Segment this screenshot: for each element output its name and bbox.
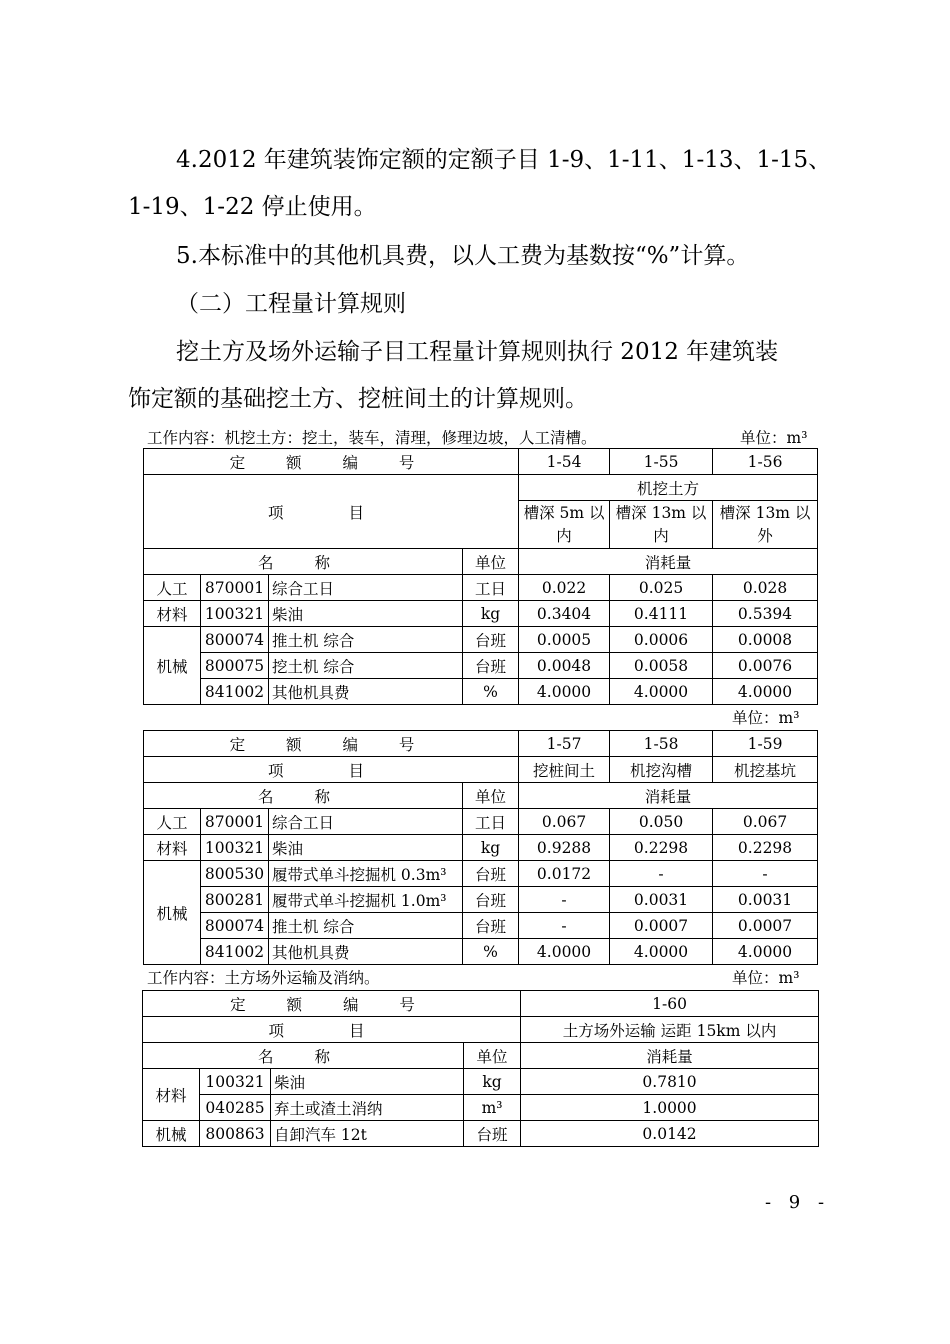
value-cell: 4.0000 xyxy=(519,679,610,705)
value-cell: - xyxy=(519,887,610,913)
category-cell: 人工 xyxy=(144,809,201,835)
table2-code: 1-58 xyxy=(610,731,713,757)
table1-header-item: 项 目 xyxy=(144,475,519,549)
table2-item: 机挖基坑 xyxy=(713,757,818,783)
table2 xyxy=(143,730,818,965)
unit-cell: m³ xyxy=(464,1095,521,1121)
value-cell: 0.2298 xyxy=(713,835,818,861)
table-row xyxy=(144,575,818,601)
table2-code: 1-57 xyxy=(519,731,610,757)
name-cell: 推土机 综合 xyxy=(269,913,463,939)
unit-cell: 工日 xyxy=(463,575,519,601)
value-cell: 0.7810 xyxy=(521,1069,819,1095)
table1-header-code: 定 额 编 号 xyxy=(144,449,519,475)
code-cell: 800074 xyxy=(201,913,269,939)
value-cell: 4.0000 xyxy=(519,939,610,965)
category-cell: 机械 xyxy=(144,627,201,705)
unit-cell: 台班 xyxy=(463,913,519,939)
table1-item-row xyxy=(144,475,818,501)
value-cell: 0.0008 xyxy=(713,627,818,653)
value-cell: 0.067 xyxy=(713,809,818,835)
table2-item-row xyxy=(144,757,818,783)
table-row xyxy=(144,861,818,887)
value-cell: 0.4111 xyxy=(610,601,713,627)
value-cell: 0.3404 xyxy=(519,601,610,627)
table1-code-row xyxy=(144,449,818,475)
value-cell: - xyxy=(610,861,713,887)
table3-header-consumption: 消耗量 xyxy=(521,1043,819,1069)
unit-cell: 台班 xyxy=(463,653,519,679)
table3-item-row xyxy=(143,1017,819,1043)
unit-cell: 台班 xyxy=(464,1121,521,1147)
table-row xyxy=(144,835,818,861)
value-cell: 0.028 xyxy=(713,575,818,601)
table2-header-name: 名 称 xyxy=(144,783,463,809)
value-cell: 0.0007 xyxy=(610,913,713,939)
name-cell: 履带式单斗挖掘机 0.3m³ xyxy=(269,861,463,887)
paragraph-4-line2: 1-19、1-22 停止使用。 xyxy=(128,194,377,220)
name-cell: 柴油 xyxy=(269,835,463,861)
page-number: - 9 - xyxy=(765,1192,831,1213)
table1-header-name: 名 称 xyxy=(144,549,463,575)
table3-unit: 单位：m³ xyxy=(732,969,800,987)
category-cell: 机械 xyxy=(144,861,201,965)
value-cell: 0.0076 xyxy=(713,653,818,679)
table3-item: 土方场外运输 运距 15km 以内 xyxy=(521,1017,819,1043)
value-cell: 0.0007 xyxy=(713,913,818,939)
table2-code-row xyxy=(144,731,818,757)
table2-header-code: 定 额 编 号 xyxy=(144,731,519,757)
name-cell: 柴油 xyxy=(271,1069,464,1095)
table1-name-row xyxy=(144,549,818,575)
value-cell: 4.0000 xyxy=(713,679,818,705)
paragraph-rules-line2: 饰定额的基础挖土方、挖桩间土的计算规则。 xyxy=(128,386,588,412)
unit-cell: kg xyxy=(463,601,519,627)
table3-header-item: 项 目 xyxy=(143,1017,521,1043)
table2-header-item: 项 目 xyxy=(144,757,519,783)
value-cell: 0.0142 xyxy=(521,1121,819,1147)
value-cell: 0.0058 xyxy=(610,653,713,679)
name-cell: 推土机 综合 xyxy=(269,627,463,653)
value-cell: 4.0000 xyxy=(713,939,818,965)
code-cell: 870001 xyxy=(201,575,269,601)
table1 xyxy=(143,448,818,705)
table2-header-consumption: 消耗量 xyxy=(519,783,818,809)
value-cell: 4.0000 xyxy=(610,939,713,965)
name-cell: 其他机具费 xyxy=(269,679,463,705)
code-cell: 800075 xyxy=(201,653,269,679)
table2-name-row xyxy=(144,783,818,809)
table-row xyxy=(143,1121,819,1147)
table3-name-row xyxy=(143,1043,819,1069)
table1-code: 1-54 xyxy=(519,449,610,475)
table-row xyxy=(144,913,818,939)
unit-cell: % xyxy=(463,679,519,705)
category-cell: 人工 xyxy=(144,575,201,601)
section-heading: （二）工程量计算规则 xyxy=(176,291,406,317)
name-cell: 挖土机 综合 xyxy=(269,653,463,679)
value-cell: 0.0031 xyxy=(610,887,713,913)
table3-header-name: 名 称 xyxy=(143,1043,464,1069)
value-cell: 0.0048 xyxy=(519,653,610,679)
category-cell: 机械 xyxy=(143,1121,200,1147)
table2-code: 1-59 xyxy=(713,731,818,757)
table3-caption: 工作内容：土方场外运输及消纳。 xyxy=(147,969,380,987)
value-cell: 0.0172 xyxy=(519,861,610,887)
table1-header-unit: 单位 xyxy=(463,549,519,575)
table1-item: 槽深 13m 以外 xyxy=(713,501,818,549)
table-row xyxy=(143,1069,819,1095)
table2-item: 挖桩间土 xyxy=(519,757,610,783)
table2-item: 机挖沟槽 xyxy=(610,757,713,783)
value-cell: 0.022 xyxy=(519,575,610,601)
name-cell: 其他机具费 xyxy=(269,939,463,965)
table-row xyxy=(144,601,818,627)
value-cell: 4.0000 xyxy=(610,679,713,705)
table-row xyxy=(144,939,818,965)
table-row xyxy=(144,627,818,653)
value-cell: 0.0006 xyxy=(610,627,713,653)
code-cell: 800074 xyxy=(201,627,269,653)
table-row xyxy=(144,653,818,679)
value-cell: 0.5394 xyxy=(713,601,818,627)
table-row xyxy=(144,679,818,705)
code-cell: 100321 xyxy=(200,1069,271,1095)
category-cell: 材料 xyxy=(144,601,201,627)
value-cell: - xyxy=(713,861,818,887)
table-row xyxy=(143,1095,819,1121)
category-cell: 材料 xyxy=(144,835,201,861)
table1-item: 槽深 5m 以内 xyxy=(519,501,610,549)
table1-item: 槽深 13m 以内 xyxy=(610,501,713,549)
code-cell: 800530 xyxy=(201,861,269,887)
code-cell: 800863 xyxy=(200,1121,271,1147)
unit-cell: 台班 xyxy=(463,887,519,913)
value-cell: 1.0000 xyxy=(521,1095,819,1121)
paragraph-5: 5.本标准中的其他机具费，以人工费为基数按“%”计算。 xyxy=(176,243,750,269)
table-row xyxy=(144,887,818,913)
table1-code: 1-56 xyxy=(713,449,818,475)
unit-cell: % xyxy=(463,939,519,965)
table1-code: 1-55 xyxy=(610,449,713,475)
value-cell: 0.050 xyxy=(610,809,713,835)
unit-cell: 台班 xyxy=(463,861,519,887)
unit-cell: 台班 xyxy=(463,627,519,653)
table3 xyxy=(142,990,819,1147)
name-cell: 履带式单斗挖掘机 1.0m³ xyxy=(269,887,463,913)
table1-unit: 单位：m³ xyxy=(740,429,808,447)
code-cell: 841002 xyxy=(201,939,269,965)
value-cell: 0.9288 xyxy=(519,835,610,861)
unit-cell: kg xyxy=(464,1069,521,1095)
name-cell: 自卸汽车 12t xyxy=(271,1121,464,1147)
code-cell: 100321 xyxy=(201,601,269,627)
table1-caption: 工作内容：机挖土方：挖土，装车，清理，修理边坡，人工清槽。 xyxy=(147,429,597,447)
code-cell: 040285 xyxy=(200,1095,271,1121)
table-row xyxy=(144,809,818,835)
value-cell: 0.067 xyxy=(519,809,610,835)
name-cell: 柴油 xyxy=(269,601,463,627)
table3-code-row xyxy=(143,991,819,1017)
unit-cell: kg xyxy=(463,835,519,861)
code-cell: 800281 xyxy=(201,887,269,913)
name-cell: 综合工日 xyxy=(269,809,463,835)
table1-header-consumption: 消耗量 xyxy=(519,549,818,575)
value-cell: 0.0031 xyxy=(713,887,818,913)
value-cell: 0.2298 xyxy=(610,835,713,861)
paragraph-rules-line1: 挖土方及场外运输子目工程量计算规则执行 2012 年建筑装 xyxy=(176,339,779,365)
code-cell: 100321 xyxy=(201,835,269,861)
unit-cell: 工日 xyxy=(463,809,519,835)
category-cell: 材料 xyxy=(143,1069,200,1121)
code-cell: 841002 xyxy=(201,679,269,705)
name-cell: 弃土或渣土消纳 xyxy=(271,1095,464,1121)
name-cell: 综合工日 xyxy=(269,575,463,601)
code-cell: 870001 xyxy=(201,809,269,835)
table1-group-label: 机挖土方 xyxy=(519,475,818,501)
table3-code: 1-60 xyxy=(521,991,819,1017)
table2-unit: 单位：m³ xyxy=(732,709,800,727)
table3-header-unit: 单位 xyxy=(464,1043,521,1069)
value-cell: 0.025 xyxy=(610,575,713,601)
table3-header-code: 定 额 编 号 xyxy=(143,991,521,1017)
value-cell: 0.0005 xyxy=(519,627,610,653)
table2-header-unit: 单位 xyxy=(463,783,519,809)
paragraph-4-line1: 4.2012 年建筑装饰定额的定额子目 1-9、1-11、1-13、1-15、 xyxy=(176,147,832,173)
value-cell: - xyxy=(519,913,610,939)
